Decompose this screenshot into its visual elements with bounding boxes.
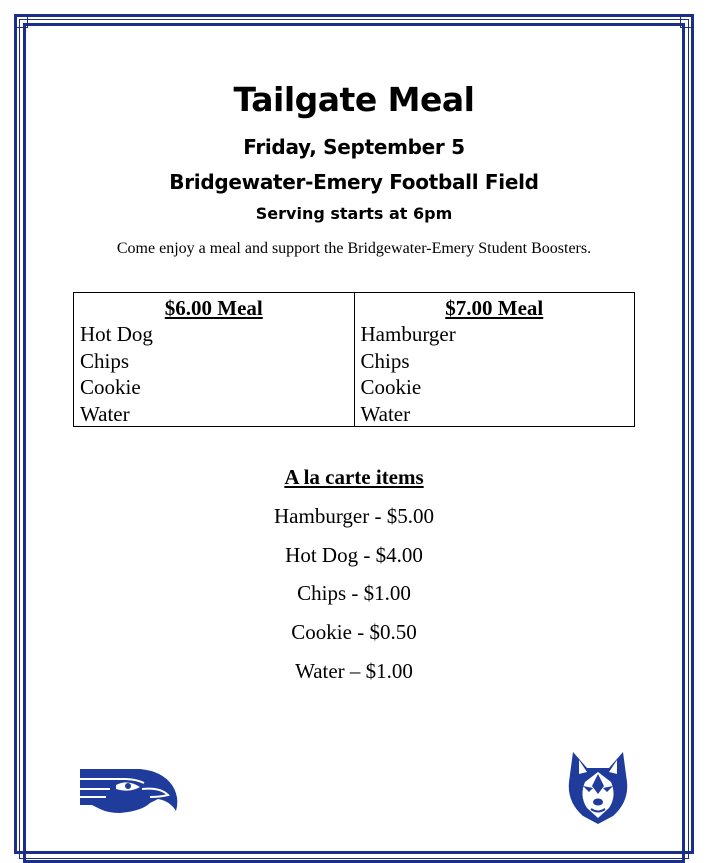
alacarte-heading: A la carte items [284,465,424,489]
meal-item: Chips [360,348,410,373]
serving-time: Serving starts at 6pm [255,204,453,223]
meal-item: Water [80,401,130,426]
alacarte-item: Water – $1.00 [295,658,413,683]
seahawk-logo-icon [80,767,180,817]
border-corner-top-left [14,14,28,28]
meal-item: Hamburger [360,322,456,346]
meal-item: Cookie [80,375,141,399]
meal-item: Chips [80,348,130,373]
flyer-title: Tailgate Meal [233,80,475,119]
meal-item: Hot Dog [80,322,153,346]
alacarte-item: Cookie - $0.50 [291,620,417,645]
alacarte-item: Hot Dog - $4.00 [285,542,423,567]
meal-column-7 [354,293,635,426]
meal-item: Cookie [360,375,422,399]
alacarte-item: Hamburger - $5.00 [274,504,434,528]
meal-heading: $7.00 Meal [445,296,544,320]
event-location: Bridgewater-Emery Football Field [169,170,539,194]
event-date: Friday, September 5 [243,135,465,159]
meal-table [73,292,635,427]
meal-column-6 [74,293,354,426]
intro-text: Come enjoy a meal and support the Bridgewater-Emery Student Boosters. [116,240,592,257]
alacarte-item: Chips - $1.00 [297,581,411,606]
husky-logo-icon [567,752,629,824]
meal-heading: $6.00 Meal [164,296,263,320]
alacarte-list [0,503,708,696]
border-corner-top-right [680,14,694,28]
meal-item: Water [360,401,411,426]
